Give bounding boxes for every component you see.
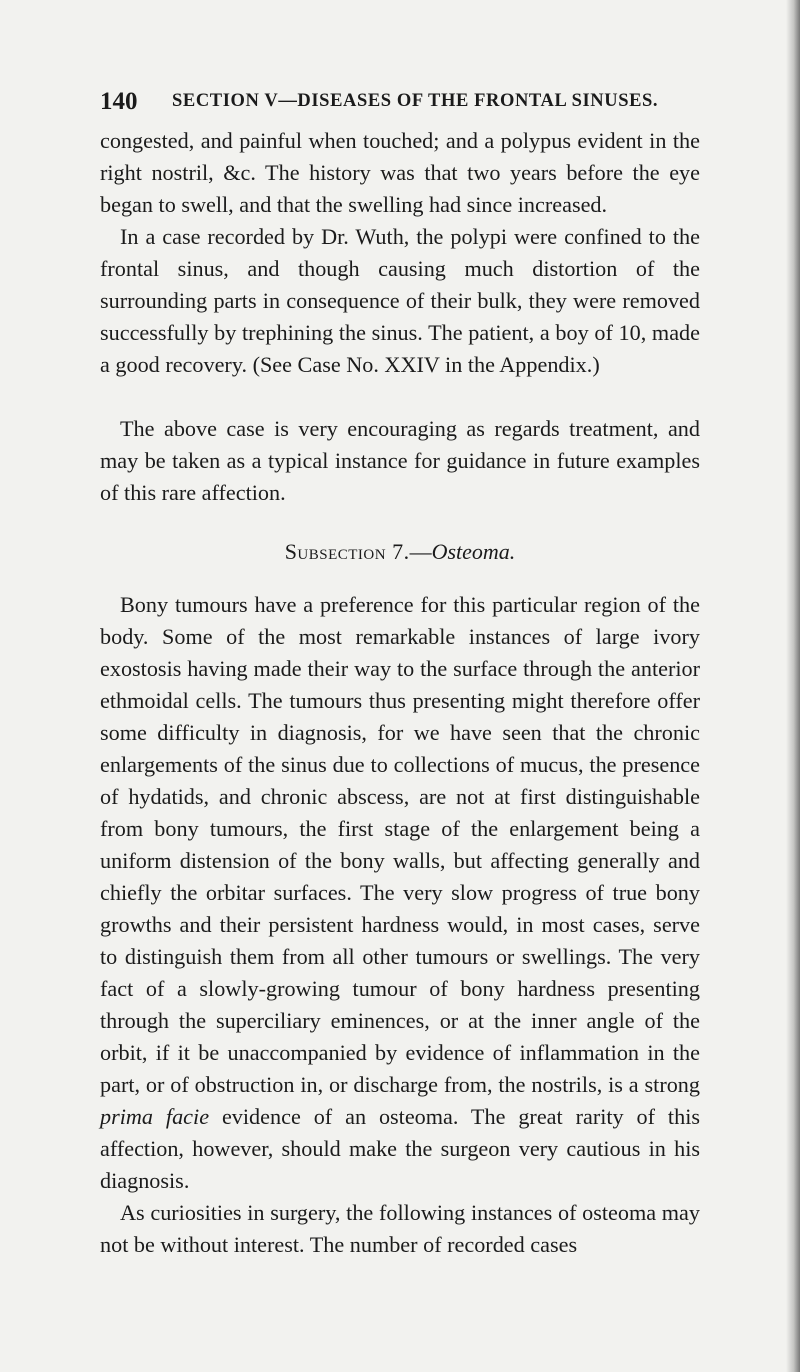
- page-number: 140: [100, 88, 138, 115]
- running-head: SECTION V—DISEASES OF THE FRONTAL SINUSES.: [172, 91, 659, 111]
- text-block-osteoma: [100, 589, 700, 1261]
- paragraph-curiosities: As curiosities in surgery, the following instances of osteoma may not be without interest. The number of recorded cases: [100, 1200, 700, 1257]
- prima-facie-italic: prima facie: [100, 1104, 210, 1129]
- paragraph-wuth-case: In a case recorded by Dr. Wuth, the polypi were confined to the frontal sinus, and though causing much distortion of the surrounding parts in consequence of their bulk, they were removed successfully by trephining the sinus. The patient, a boy of 10, made a good recovery. (See Case No. XXIV in the Appendix.): [100, 224, 700, 377]
- page-header: [100, 88, 700, 118]
- paragraph-treatment: The above case is very encouraging as regards treatment, and may be taken as a typical instance for guidance in future examples of this rare affection.: [100, 416, 700, 505]
- text-block-top: [100, 125, 700, 381]
- paragraph-bony-tumours-end: evidence of an osteoma. The great rarity of this affection, however, should make the surgeon very cautious in his diagnosis.: [100, 1104, 700, 1193]
- subsection-dash: —: [409, 539, 432, 564]
- subsection-label: Subsection 7.: [284, 539, 410, 564]
- paragraph-continuation: congested, and painful when touched; and a polypus evident in the right nostril, &c. The history was that two years before the eye began to swell, and that the swelling had since increased.: [100, 128, 700, 217]
- subsection-heading: [100, 537, 700, 567]
- paragraph-bony-tumours-text: Bony tumours have a preference for this particular region of the body. Some of the most remarkable instances of large ivory exostosis having made their way to the surface through the anterior ethmoidal cells. The tumours thus presenting might therefore offer some difficulty in diagnosis, for we have seen that the chronic enlargements of the sinus due to collections of mucus, the presence of hydatids, and chronic abscess, are not at first distinguishable from bony tumours, the first stage of the enlargement being a uniform distension of the bony walls, but affecting generally and chiefly the orbitar surfaces. The very slow progress of true bony growths and their persistent hardness would, in most cases, serve to distinguish them from all other tumours or swellings. The very fact of a slowly-growing tumour of bony hardness presenting through the superciliary eminences, or at the inner angle of the orbit, if it be unaccompanied by evidence of inflammation in the part, or of obstruction in, or discharge from, the nostrils, is a strong: [100, 592, 700, 1097]
- paragraph-bony-tumours: [100, 589, 700, 1197]
- text-block-treatment: [100, 413, 700, 509]
- page-edge-shadow: [786, 0, 800, 1372]
- subsection-title: Osteoma.: [431, 539, 516, 564]
